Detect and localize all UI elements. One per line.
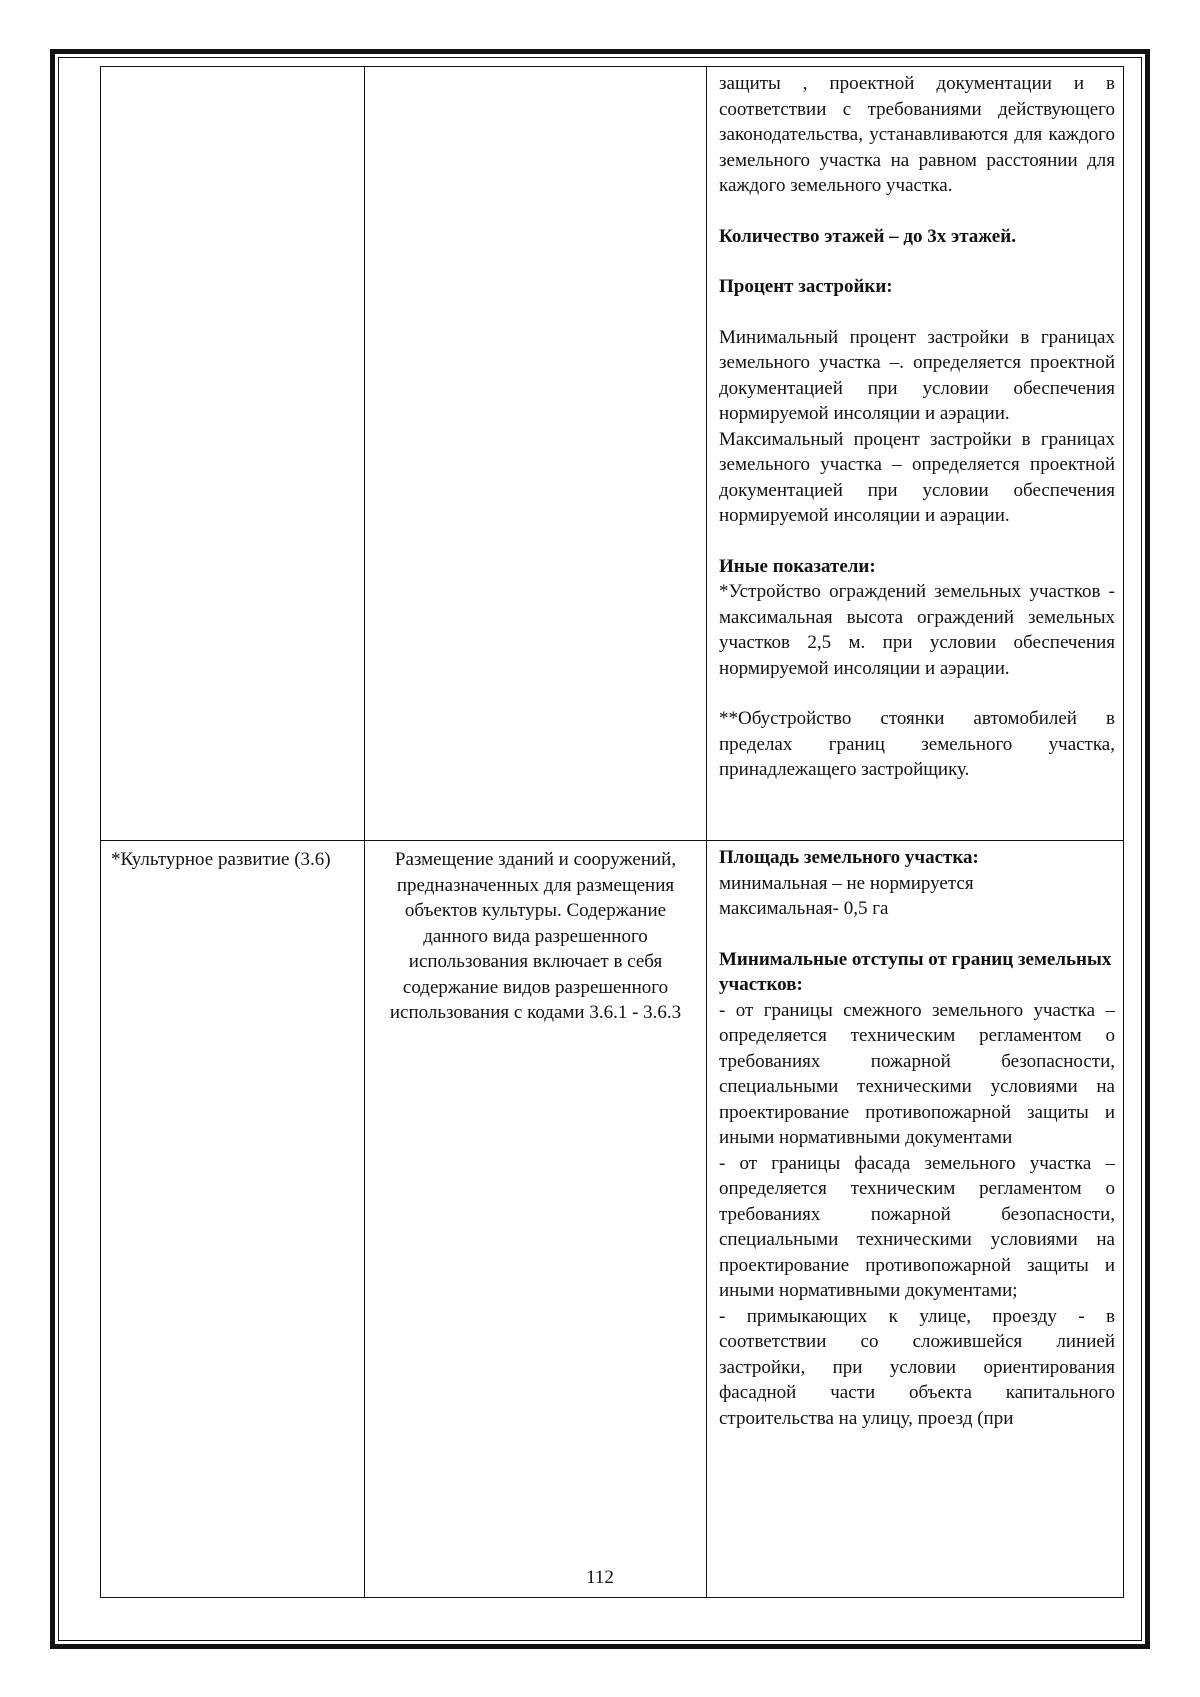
- coverage-max: Максимальный процент застройки в границах земельного участка – определяется проектной документацией при условии обеспечения нормируемой инсоляции и аэрации.: [719, 428, 1115, 526]
- use-description: Размещение зданий и сооружений, предназначенных для размещения объектов культуры. Содержание данного вида разрешенного использования включает в себя содержание видов разрешенного использования с кодами 3.6.1 - 3.6.3: [389, 849, 682, 1023]
- parameters-cell: [707, 841, 1124, 1598]
- area-max: максимальная- 0,5 га: [719, 898, 889, 919]
- area-heading: Площадь земельного участка:: [719, 847, 979, 868]
- zoning-regulations-table: [100, 66, 1124, 1598]
- use-description-cell: [365, 67, 707, 841]
- page-number: 112: [586, 1567, 614, 1588]
- fencing-rule: *Устройство ограждений земельных участков - максимальная высота ограждений земельных участков 2,5 м. при условии обеспечения нормируемой инсоляции и аэрации.: [719, 581, 1115, 679]
- use-description-cell: [365, 841, 707, 1598]
- setback-adjacent: - от границы смежного земельного участка – определяется техническим регламентом о требованиях пожарной безопасности, специальными техническими условиями на проектирование противопожарной защиты и иными нормативными документами: [719, 999, 1115, 1148]
- area-min: минимальная – не нормируется: [719, 872, 974, 894]
- table-row: [101, 841, 1124, 1598]
- other-indicators-heading: Иные показатели:: [719, 555, 876, 577]
- setbacks-heading: Минимальные отступы от границ земельных участков:: [719, 948, 1112, 995]
- use-name-cell: [101, 841, 365, 1598]
- floors-limit: Количество этажей – до 3х этажей.: [719, 225, 1016, 247]
- use-name: *Культурное развитие (3.6): [111, 849, 331, 870]
- coverage-heading: Процент застройки:: [719, 276, 893, 297]
- setback-continuation: защиты , проектной документации и в соответствии с требованиями действующего законодательства, устанавливаются для каждого земельного участка на равном расстоянии для каждого земельного участка.: [719, 73, 1115, 196]
- parking-rule: **Обустройство стоянки автомобилей в пределах границ земельного участка, принадлежащего застройщику.: [719, 708, 1115, 780]
- coverage-min: Минимальный процент застройки в границах земельного участка –. определяется проектной документацией при условии обеспечения нормируемой инсоляции и аэрации.: [719, 326, 1115, 424]
- setback-facade: - от границы фасада земельного участка – определяется техническим регламентом о требованиях пожарной безопасности, специальными техническими условиями на проектирование противопожарной защиты и иными нормативными документами;: [719, 1152, 1115, 1301]
- use-name-cell: [101, 67, 365, 841]
- parameters-cell: [707, 67, 1124, 841]
- table-row: [101, 67, 1124, 841]
- setback-street: - примыкающих к улице, проезду - в соответствии со сложившейся линией застройки, при условии ориентирования фасадной части объекта капитального строительства на улицу, проезд (при: [719, 1305, 1115, 1429]
